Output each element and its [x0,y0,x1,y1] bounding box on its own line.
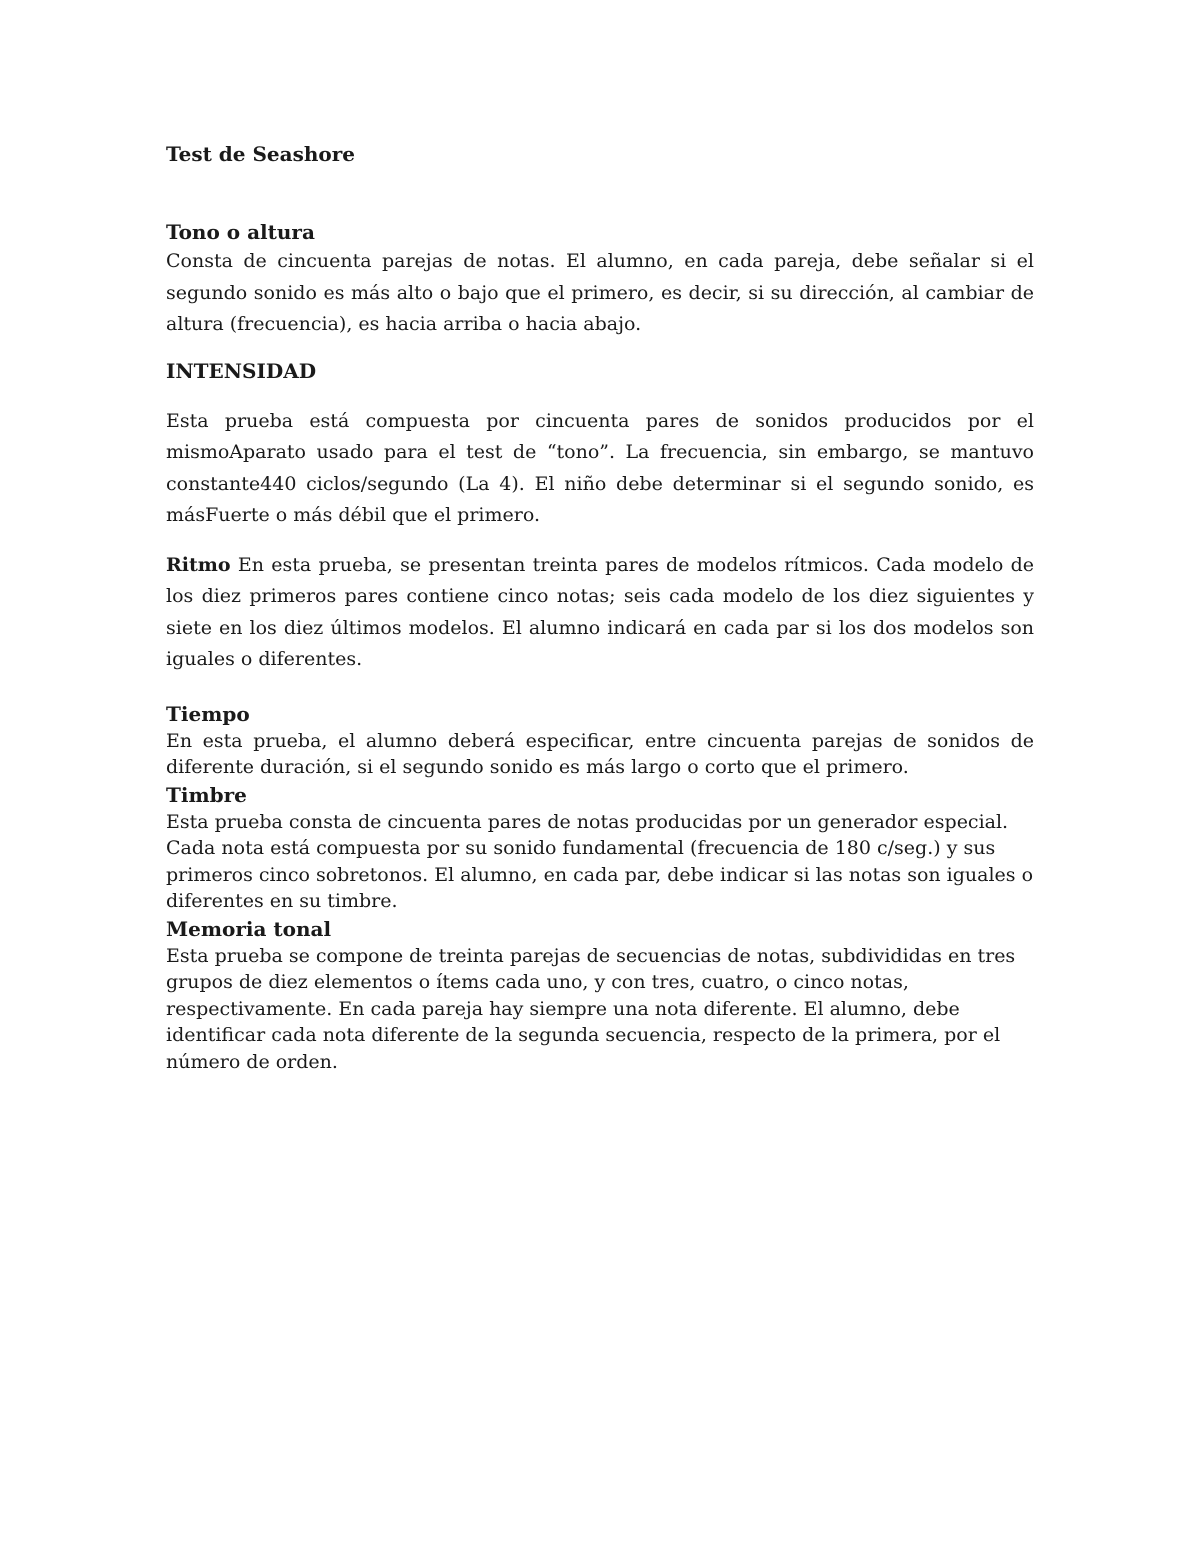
document-title: Test de Seashore [166,142,355,166]
section-heading-tiempo: Tiempo [166,701,250,726]
section-body-tono: Consta de cincuenta parejas de notas. El alumno, en cada pareja, debe señalar si el segundo sonido es más alto o bajo que el primero, es decir, si su dirección, al cambiar de altura (frecuencia), es hacia arriba o hacia abajo. [166,250,1034,335]
section-heading-tono: Tono o altura [166,220,315,244]
section-heading-intensidad: INTENSIDAD [166,358,317,383]
section-body-timbre: Esta prueba consta de cincuenta pares de notas producidas por un generador especial. Cada nota está compuesta por su sonido fundamental (frecuencia de 180 c/seg.) y sus primeros cinco sobretonos. El alumno, en cada par, debe indicar si las notas son iguales o diferentes en su timbre. [166,810,1034,912]
document-content [166,140,1034,1075]
section-body-tiempo: En esta prueba, el alumno deberá especificar, entre cincuenta parejas de sonidos de diferente duración, si el segundo sonido es más largo o corto que el primero. [166,729,1034,778]
section-body-intensidad: Esta prueba está compuesta por cincuenta pares de sonidos producidos por el mismoAparato usado para el test de “tono”. La frecuencia, sin embargo, se mantuvo constante440 ciclos/segundo (La 4). El niño debe determinar si el segundo sonido, es másFuerte o más débil que el primero. [166,409,1034,526]
section-heading-memoria: Memoria tonal [166,916,332,941]
section-body-ritmo: En esta prueba, se presentan treinta pares de modelos rítmicos. Cada modelo de los diez primeros pares contiene cinco notas; seis cada modelo de los diez siguientes y siete en los diez últimos modelos. El alumno indicará en cada par si los dos modelos son iguales o diferentes. [166,553,1034,670]
section-body-memoria: Esta prueba se compone de treinta parejas de secuencias de notas, subdivididas en tres grupos de diez elementos o ítems cada uno, y con tres, cuatro, o cinco notas, respectivamente. En cada pareja hay siempre una nota diferente. El alumno, debe identificar cada nota diferente de la segunda secuencia, respecto de la primera, por el número de orden. [166,944,1016,1073]
section-heading-timbre: Timbre [166,782,247,807]
section-heading-ritmo: Ritmo [166,553,231,576]
section-ritmo [166,550,1034,676]
